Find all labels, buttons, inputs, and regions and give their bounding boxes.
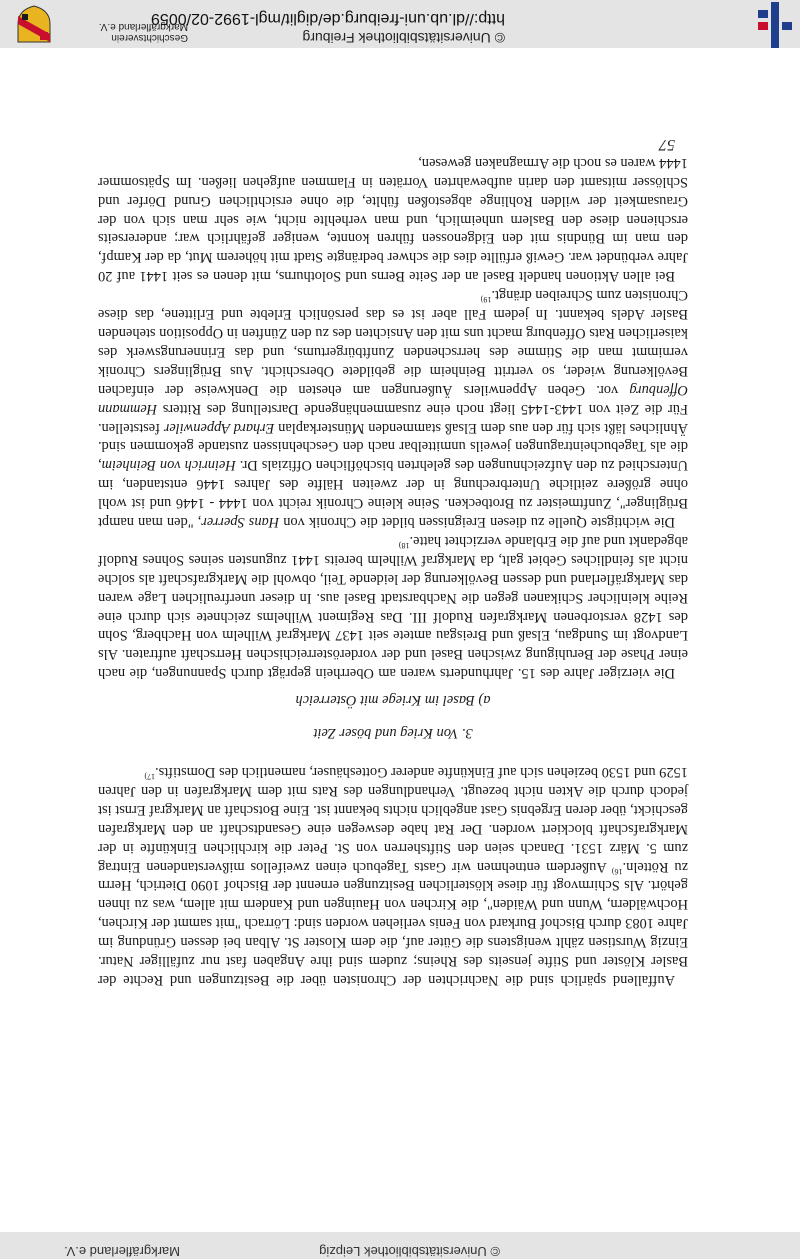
page-number: 57 bbox=[659, 135, 675, 153]
paragraph bbox=[98, 153, 688, 285]
text: , die als Tagebucheintragungen jeweils unmittelbar nach den Geschehnissen zustande gekommen sind. Ähnliches läßt sich für den aus dem Elsaß stammenden Münsterkaplan bbox=[98, 419, 688, 474]
text: , "den man nampt Brüglinger", Zunftmeister zu Brotbecken. Seine kleine Chronik reicht von 1444 - 1446 und ist wohl ohne größere zeitliche Unterbrechung in der zweiten Hälfte des Jahres 1446 entstanden, im Unterschied zu den Aufzeichnungen des gelehrten bischöflichen Offizials Dr. bbox=[97, 457, 688, 531]
document-url-link[interactable]: http://dl.ub.uni-freiburg.de/diglit/mgl-1992-02/0059 bbox=[151, 10, 505, 27]
university-library-logo-icon bbox=[758, 2, 792, 48]
person-name: Heinrich von Beinheim bbox=[101, 457, 236, 474]
text: feststellen. Für die Zeit von 1443-1445 liegt noch eine zusammenhängende Darstellung des Ritters bbox=[98, 400, 688, 436]
person-name: Hemmann Offenburg bbox=[98, 381, 688, 417]
text: Auffallend spärlich sind die Nachrichten der Chronisten über die Besitzungen und Rechte der Basler Klöster und Stifte jenseits des Rheins; zudem sind ihre Angaben fast nur zufälliger Natur. Einzig Wurstisen zählt wenigstens die Güter auf, die dem Kloster St. Alban bei dessen Gründung im Jahre 1083 durch Bischof Burkard von Fenis verliehen worden sind: Lörrach "mit sammt der Kirchen, Hochwäldern, Wunn und Wäiden", die Kirchen von Hauingen und Kandern mit allem, was zu ihnen gehört. Als Schirmvogt für diese klösterlichen Besitzungen ernennt der Bischof 1090 Dietrich, Herrn zu Rötteln. bbox=[98, 858, 688, 988]
coat-of-arms-icon bbox=[10, 4, 58, 46]
subsection-heading: a) Basel im Kriege mit Österreich bbox=[295, 692, 491, 709]
document-body bbox=[98, 134, 688, 989]
person-name: Erhard Appenwiler bbox=[163, 419, 275, 436]
footer-society: Markgräflerland e.V. bbox=[64, 1244, 180, 1259]
text: Bei allen Aktionen handelt Basel an der Seite Berns und Solothurns, mit denen es seit 1441 auf 20 Jahre verbündet war. Gewiß erfüllte dies die schwer bedrängte Stadt mit höherem Mut, da der Kampf, den man im Bündnis mit den Eidgenossen führen konnte, weniger gefährlich war; andererseits erschienen diese den Baslern unheimlich, und man verhehlte nicht, wie sehr man sich von der Grausamkeit der wilden Rohlinge abgestoßen fühlte, die ohne ersichtlichen Grund Dörfer und Schlösser mitsamt den darin aufbewahrten Vorräten in Flammen aufgehen ließen. Im Spätsommer 1444 waren es noch die Armagnaken gewesen, bbox=[98, 154, 688, 285]
footnote-ref: 16) bbox=[611, 866, 623, 876]
person-name: Hans Sperrer bbox=[201, 514, 280, 531]
society-line-2: Markgräflerland e.V. bbox=[98, 21, 188, 32]
paragraph bbox=[98, 285, 688, 531]
paragraph bbox=[98, 531, 688, 682]
footnote-ref: 19) bbox=[480, 295, 492, 305]
society-line-1: Geschichtsverein bbox=[111, 32, 188, 43]
footer-copyright: © Universitätsbibliothek Leipzig bbox=[319, 1244, 500, 1259]
text: Außerdem entnehmen wir Gasts Tagebuch einen zweifellos mißverstandenen Eintrag zum 5. März 1531. Danach seien den Stiftsherren von St. Peter die kirchlichen Einkünfte in der Markgrafschaft blockiert worden. Der Rat habe deswegen eine Gesandtschaft an den Markgrafen geschickt, über deren Ergebnis Gast angeblich nichts bekannt ist. Eine Botschaft an Markgraf Ernst ist jedoch durch die Akten nicht bezeugt. Verhandlungen des Rats mit dem Markgrafen in den Jahren 1529 und 1530 beziehen sich auf Einkünfte anderer Gotteshäuser, namentlich des Domstifts. bbox=[98, 764, 688, 875]
text: vor. Geben Appenwilers Äußerungen am ehesten die Denkweise der einfachen Bevölkerung wieder, so vertritt Beinheim die gebildete Oberschicht. Aus Brüglingers Chronik vernimmt man die Stimme des herrschenden Zunftbürgertums, und das Erinnerungswerk des kaiserlichen Rats Offenburg macht uns mit den Ansichten des zu den Zünften in Opposition stehenden Basler Adels bekannt. In jedem Fall aber ist es das persönlich Erlebte und Erlittene, das diese Chronisten zum Schreiben drängt. bbox=[98, 287, 688, 398]
paragraph bbox=[98, 762, 688, 989]
text: Die wichtigste Quelle zu diesen Ereignissen bildet die Chronik von bbox=[279, 514, 675, 531]
section-heading: 3. Von Krieg und böser Zeit bbox=[313, 725, 473, 742]
text: Die vierziger Jahre des 15. Jahrhunderts waren am Oberrhein geprägt durch Spannungen, die nach einer Phase der Beruhigung zwischen Basel und der vorderösterreichischen Herrschaft auftraten. Als Landvogt im Sundgau, Elsaß und Breisgau amtete seit 1437 Markgraf Wilhelm von Hachberg, Sohn des 1428 verstorbenen Markgrafen Rudolf III. Das Regiment Wilhelms zeichnete sich durch eine Reihe kleinlicher Schikanen gegen die Nachbarstadt Basel aus. In dieser unerfreulichen Lage waren das Markgräflerland und dessen Bevölkerung der leidende Teil, obwohl die Markgrafschaft als solche nicht als feindliches Gebiet galt, da Markgraf Wilhelm bereits 1441 zugunsten seines Sohnes Rudolf abgedankt und auf die Erblande verzichtet hatte. bbox=[98, 532, 688, 682]
footnote-ref: 18) bbox=[398, 540, 410, 550]
copyright-text: © Universitätsbibliothek Freiburg bbox=[302, 30, 505, 46]
footnote-ref: 17) bbox=[144, 772, 156, 782]
